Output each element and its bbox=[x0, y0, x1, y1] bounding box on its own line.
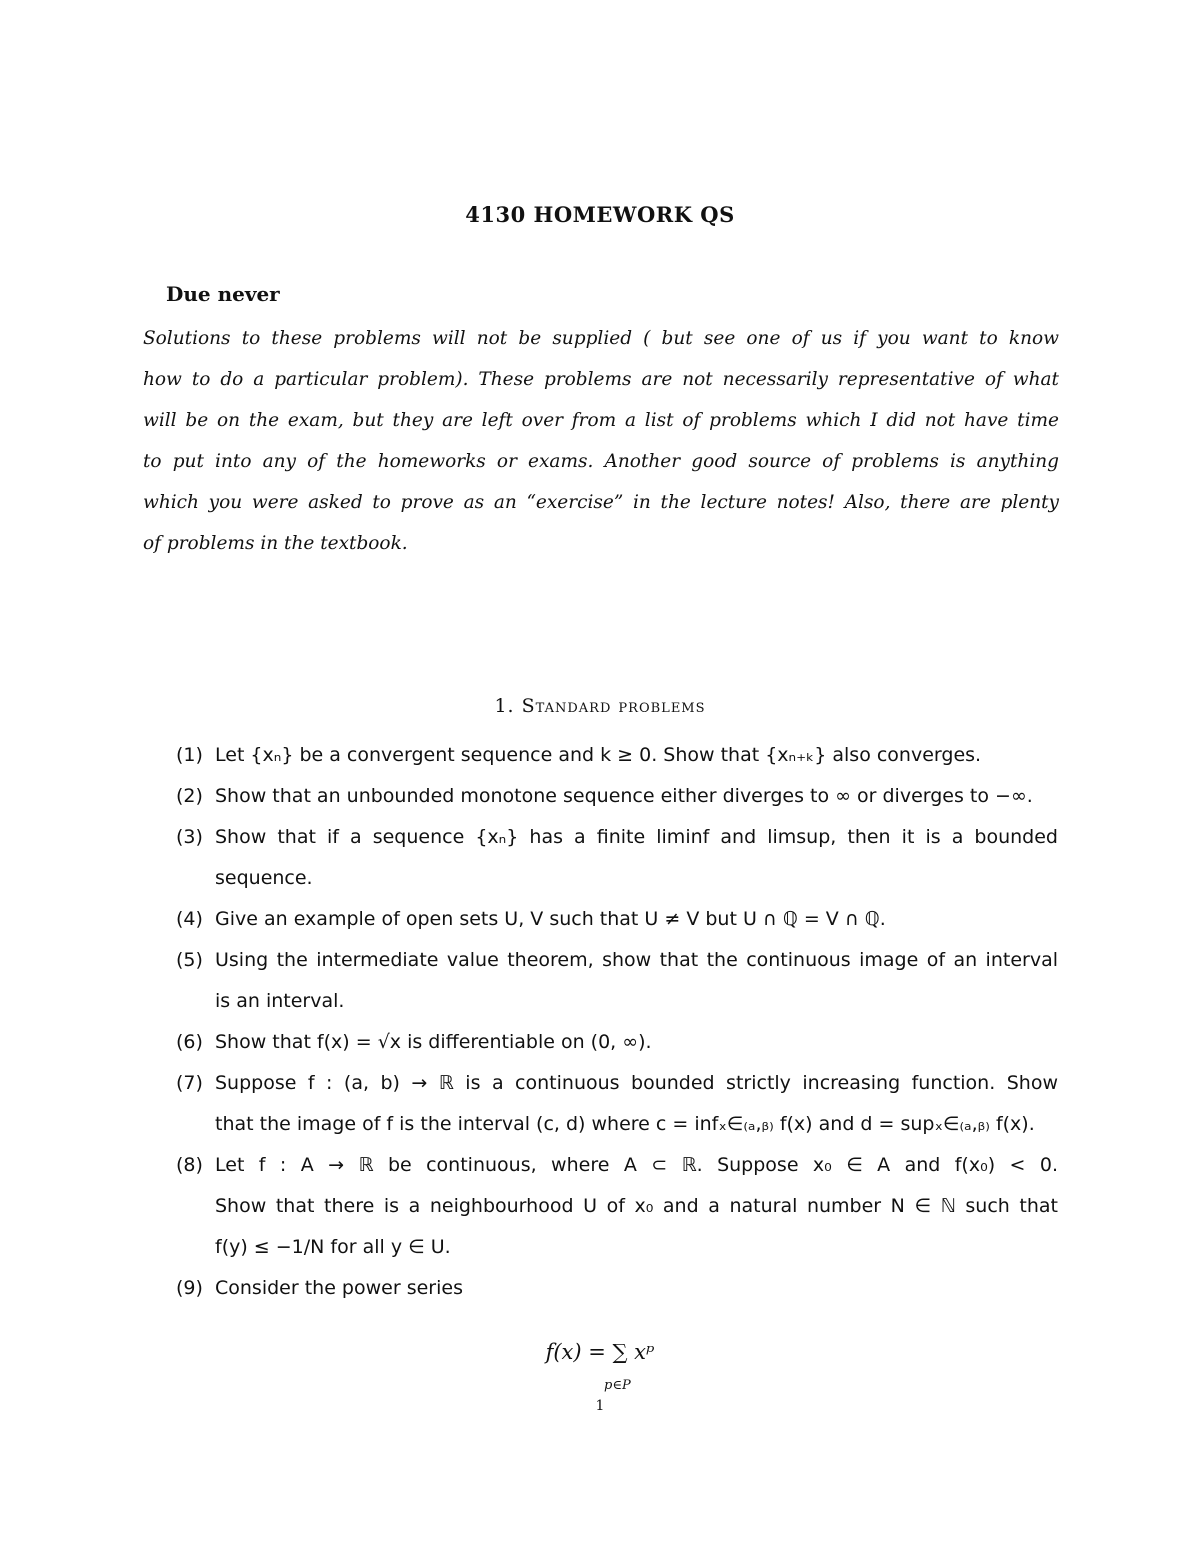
problem-number: (2) bbox=[176, 785, 203, 807]
problem-text: f(y) ≤ −1/N for all y ∈ U. bbox=[215, 1236, 451, 1258]
problem-number: (4) bbox=[176, 908, 203, 930]
problem-text: Give an example of open sets U, V such that U ≠ V but U ∩ ℚ = V ∩ ℚ. bbox=[215, 908, 886, 930]
problem-number: (6) bbox=[176, 1031, 203, 1053]
intro-line: Solutions to these problems will not be supplied ( but see one of us if you want to know bbox=[143, 328, 1059, 349]
intro-line: of problems in the textbook. bbox=[143, 533, 408, 554]
problem-number: (3) bbox=[176, 826, 203, 848]
problem-number: (9) bbox=[176, 1277, 203, 1299]
problem-text: is an interval. bbox=[215, 990, 345, 1012]
due-date: Due never bbox=[166, 282, 280, 306]
problem-text: Consider the power series bbox=[215, 1277, 463, 1299]
power-series-subscript: p∈P bbox=[604, 1378, 631, 1393]
problem-text: Let f : A → ℝ be continuous, where A ⊂ ℝ. Suppose x₀ ∈ A and f(x₀) < 0. bbox=[215, 1154, 1058, 1176]
problem-text: that the image of f is the interval (c, d) where c = infₓ∈₍ₐ,ᵦ₎ f(x) and d = supₓ∈₍ₐ,ᵦ₎ f(x). bbox=[215, 1113, 1035, 1135]
intro-paragraph bbox=[143, 318, 1059, 564]
problem-text: sequence. bbox=[215, 867, 313, 889]
intro-line: to put into any of the homeworks or exams. Another good source of problems is anything bbox=[143, 451, 1059, 472]
page-number: 1 bbox=[595, 1398, 605, 1414]
problem-text: Show that f(x) = √x is differentiable on (0, ∞). bbox=[215, 1031, 652, 1053]
problem-number: (7) bbox=[176, 1072, 203, 1094]
problem-text: Suppose f : (a, b) → ℝ is a continuous bounded strictly increasing function. Show bbox=[215, 1072, 1058, 1094]
problem-number: (5) bbox=[176, 949, 203, 971]
problem-text: Show that an unbounded monotone sequence either diverges to ∞ or diverges to −∞. bbox=[215, 785, 1033, 807]
problem-text: Let {xₙ} be a convergent sequence and k ≥ 0. Show that {xₙ₊ₖ} also converges. bbox=[215, 744, 982, 766]
document-title: 4130 HOMEWORK QS bbox=[465, 202, 735, 227]
problem-number: (1) bbox=[176, 744, 203, 766]
intro-line: will be on the exam, but they are left over from a list of problems which I did not have time bbox=[143, 410, 1059, 431]
section-heading: 1. Standard problems bbox=[494, 695, 706, 717]
problem-text: Show that there is a neighbourhood U of x₀ and a natural number N ∈ ℕ such that bbox=[215, 1195, 1058, 1217]
problem-number: (8) bbox=[176, 1154, 203, 1176]
intro-line: how to do a particular problem). These problems are not necessarily representative of what bbox=[143, 369, 1059, 390]
power-series-formula: f(x) = ∑ xᵖ bbox=[545, 1340, 655, 1364]
intro-line: which you were asked to prove as an “exercise” in the lecture notes! Also, there are plenty bbox=[143, 492, 1059, 513]
problem-text: Using the intermediate value theorem, show that the continuous image of an interval bbox=[215, 949, 1058, 971]
problem-text: Show that if a sequence {xₙ} has a finite liminf and limsup, then it is a bounded bbox=[215, 826, 1058, 848]
